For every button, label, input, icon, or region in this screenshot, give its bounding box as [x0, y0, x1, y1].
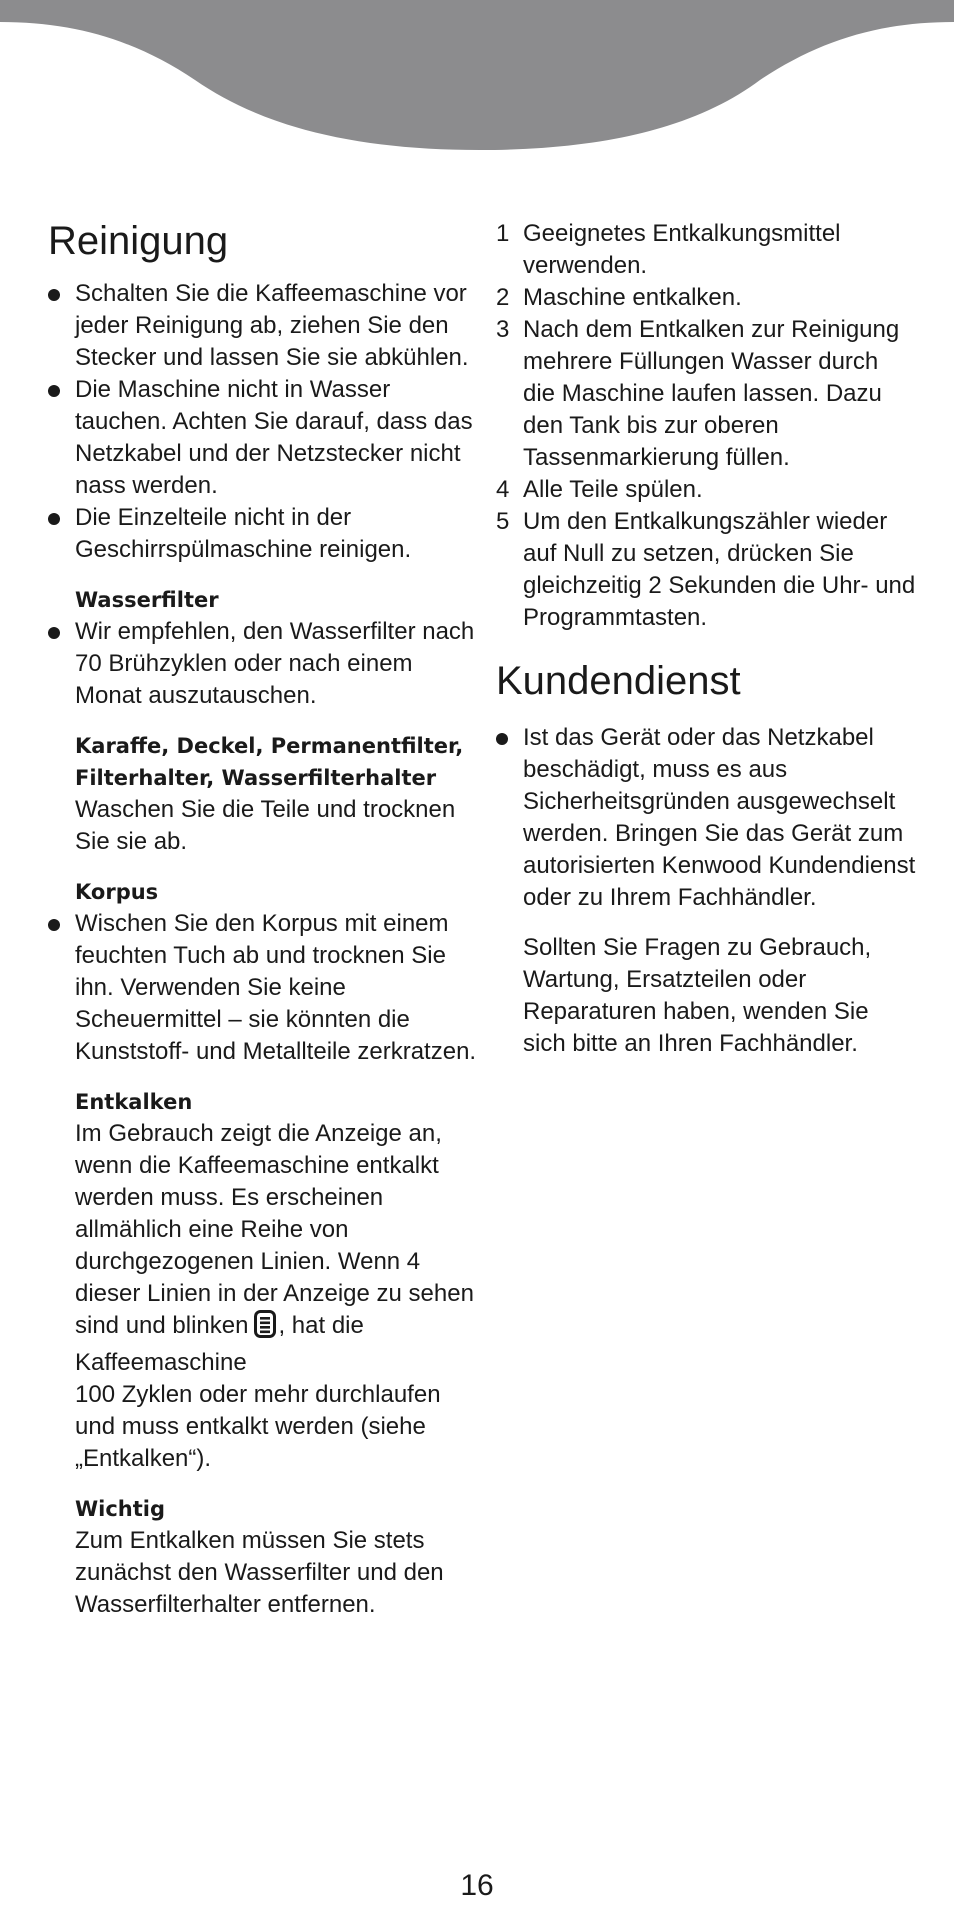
- step-item: [496, 506, 916, 634]
- entkalken-text-part1: Im Gebrauch zeigt die Anzeige an, wenn die Kaffeemaschine entkalkt werden muss. Es erscheinen allmählich eine Reihe von durchgezogenen Linien. Wenn 4 dieser Linien in der Anzeige zu sehen sind und blinken: [75, 1120, 474, 1339]
- entkalken-text-part2: , hat die Kaffeemaschine: [75, 1312, 364, 1376]
- descaling-steps: [496, 218, 916, 634]
- subheading-karaffe: Karaffe, Deckel, Permanentfilter, Filterhalter, Wasserfilterhalter: [75, 734, 464, 790]
- subheading-entkalken: Entkalken: [75, 1090, 193, 1114]
- kundendienst-bullets: [496, 722, 916, 914]
- korpus-bullets: [48, 908, 478, 1068]
- page-number: 16: [460, 1869, 494, 1902]
- wasserfilter-bullets: [48, 616, 478, 712]
- step-number: 2: [496, 284, 510, 311]
- entkalken-text: [48, 1118, 478, 1379]
- list-item: Wir empfehlen, den Wasserfilter nach 70 Brühzyklen oder nach einem Monat auszutauschen.: [48, 616, 478, 712]
- section-title-kundendienst: Kundendienst: [496, 659, 741, 703]
- step-item: [496, 474, 916, 506]
- wichtig-text: Zum Entkalken müssen Sie stets zunächst den Wasserfilter und den Wasserfilterhalter entfernen.: [75, 1527, 444, 1618]
- subheading-wasserfilter: Wasserfilter: [75, 588, 219, 612]
- list-item: Wischen Sie den Korpus mit einem feuchten Tuch ab und trocknen Sie ihn. Verwenden Sie keine Scheuermittel – sie könnten die Kunststoff- und Metallteile zerkratzen.: [48, 908, 478, 1068]
- step-text: Geeignetes Entkalkungsmittel verwenden.: [523, 220, 841, 279]
- step-number: 3: [496, 316, 510, 343]
- step-text: Um den Entkalkungszähler wieder auf Null zu setzen, drücken Sie gleichzeitig 2 Sekunden die Uhr- und Programmtasten.: [523, 508, 916, 631]
- step-number: 4: [496, 476, 510, 503]
- subheading-wichtig: Wichtig: [75, 1497, 166, 1521]
- step-item: [496, 314, 916, 474]
- step-text: Nach dem Entkalken zur Reinigung mehrere Füllungen Wasser durch die Maschine laufen lassen. Dazu den Tank bis zur oberen Tassenmarkierung füllen.: [523, 316, 900, 471]
- step-text: Alle Teile spülen.: [523, 476, 703, 503]
- descale-indicator-icon: [254, 1310, 276, 1347]
- list-item: Ist das Gerät oder das Netzkabel beschädigt, muss es aus Sicherheitsgründen ausgewechselt werden. Bringen Sie das Gerät zum autorisierten Kenwood Kundendienst oder zu Ihrem Fachhändler.: [496, 722, 916, 914]
- step-number: 5: [496, 508, 510, 535]
- karaffe-text: Waschen Sie die Teile und trocknen Sie sie ab.: [75, 796, 456, 855]
- left-column: [48, 218, 478, 1621]
- header-wave: [0, 0, 954, 160]
- reinigung-bullets: [48, 278, 478, 566]
- list-item: Die Einzelteile nicht in der Geschirrspülmaschine reinigen.: [48, 502, 478, 566]
- step-number: 1: [496, 220, 510, 247]
- step-item: [496, 218, 916, 282]
- entkalken-text-second: 100 Zyklen oder mehr durchlaufen und muss entkalkt werden (siehe „Entkalken“).: [75, 1381, 441, 1472]
- step-text: Maschine entkalken.: [523, 284, 742, 311]
- step-item: [496, 282, 916, 314]
- section-title-reinigung: Reinigung: [48, 219, 229, 263]
- kundendienst-text: Sollten Sie Fragen zu Gebrauch, Wartung, Ersatzteilen oder Reparaturen haben, wenden Sie sich bitte an Ihren Fachhändler.: [523, 934, 872, 1057]
- list-item: Schalten Sie die Kaffeemaschine vor jeder Reinigung ab, ziehen Sie den Stecker und lassen Sie sie abkühlen.: [48, 278, 478, 374]
- right-column: [496, 218, 916, 1060]
- subheading-korpus: Korpus: [75, 880, 159, 904]
- list-item: Die Maschine nicht in Wasser tauchen. Achten Sie darauf, dass das Netzkabel und der Netzstecker nicht nass werden.: [48, 374, 478, 502]
